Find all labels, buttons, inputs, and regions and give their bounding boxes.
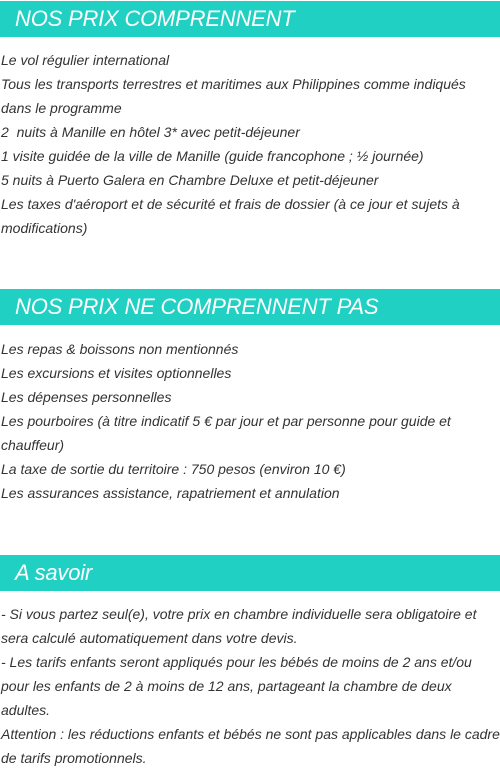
good-to-know-item: - Les tarifs enfants seront appliqués pour les bébés de moins de 2 ans et/ou pour les enfants de 2 à moins de 12 ans, partageant la chambre de deux adultes.: [1, 654, 472, 718]
included-item: 2 nuits à Manille en hôtel 3* avec petit-déjeuner: [1, 124, 300, 140]
included-list: [0, 48, 500, 240]
not-included-item: Les repas & boissons non mentionnés: [1, 341, 239, 357]
included-item: Les taxes d'aéroport et de sécurité et frais de dossier (à ce jour et sujets à modifications): [1, 196, 460, 236]
not-included-item: Les dépenses personnelles: [1, 389, 172, 405]
included-item: 1 visite guidée de la ville de Manille (guide francophone ; ½ journée): [1, 148, 424, 164]
not-included-list: [0, 337, 500, 505]
good-to-know-item: Attention : les réductions enfants et bébés ne sont pas applicables dans le cadre de tarifs promotionnels.: [1, 726, 500, 766]
not-included-item: La taxe de sortie du territoire : 750 pesos (environ 10 €): [1, 461, 346, 477]
section-title-good-to-know: A savoir: [0, 555, 500, 591]
included-item: 5 nuits à Puerto Galera en Chambre Deluxe et petit-déjeuner: [1, 172, 379, 188]
not-included-item: Les excursions et visites optionnelles: [1, 365, 232, 381]
not-included-item: Les assurances assistance, rapatriement et annulation: [1, 485, 340, 501]
good-to-know-item: - Si vous partez seul(e), votre prix en chambre individuelle sera obligatoire et sera calculé automatiquement dans votre devis.: [1, 606, 477, 646]
section-title-included: NOS PRIX COMPRENNENT: [0, 1, 500, 37]
included-item: Le vol régulier international: [1, 52, 170, 68]
section-title-not-included: NOS PRIX NE COMPRENNENT PAS: [0, 289, 500, 325]
not-included-item: Les pourboires (à titre indicatif 5 € par jour et par personne pour guide et chauffeur): [1, 413, 451, 453]
included-item: Tous les transports terrestres et maritimes aux Philippines comme indiqués dans le programme: [1, 76, 466, 116]
